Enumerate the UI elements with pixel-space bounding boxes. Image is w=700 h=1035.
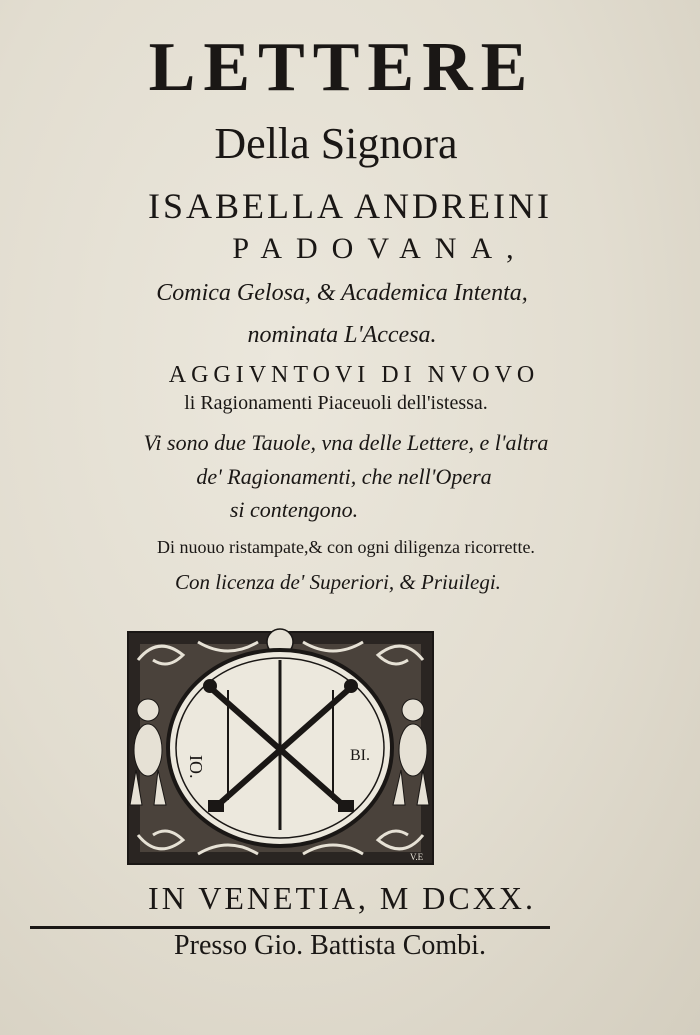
addition-text: li Ragionamenti Piaceuoli dell'istessa. xyxy=(184,392,488,414)
tables-note-1: Vi sono due Tauole, vna delle Lettere, e l'altra xyxy=(143,430,549,455)
corner-mark: V.E xyxy=(410,852,424,862)
tables-note-3: si contengono. xyxy=(229,497,359,522)
imprint-rule xyxy=(30,926,550,929)
imprint-place-date: IN VENETIA, M DCXX. xyxy=(148,880,536,916)
author-affiliation: Comica Gelosa, & Academica Intenta, xyxy=(156,280,528,306)
printer-name: Presso Gio. Battista Combi. xyxy=(174,930,486,961)
printer-device-woodcut xyxy=(118,620,443,875)
license-note: Con licenza de' Superiori, & Priuilegi. xyxy=(175,570,501,594)
author-nickname: nominata L'Accesa. xyxy=(247,322,437,348)
author-origin: PADOVANA, xyxy=(232,232,528,265)
left-initials: IO. xyxy=(186,755,206,779)
author-name: ISABELLA ANDREINI xyxy=(148,186,552,226)
tables-note-2: de' Ragionamenti, che nell'Opera xyxy=(196,464,492,489)
subtitle-line: Della Signora xyxy=(214,119,458,168)
addition-heading: AGGIVNTOVI DI NVOVO xyxy=(168,362,540,388)
right-initials: BI. xyxy=(350,747,370,764)
book-title: LETTERE xyxy=(148,29,536,106)
reprint-note: Di nuouo ristampate,& con ogni diligenza ricorrette. xyxy=(157,537,535,557)
